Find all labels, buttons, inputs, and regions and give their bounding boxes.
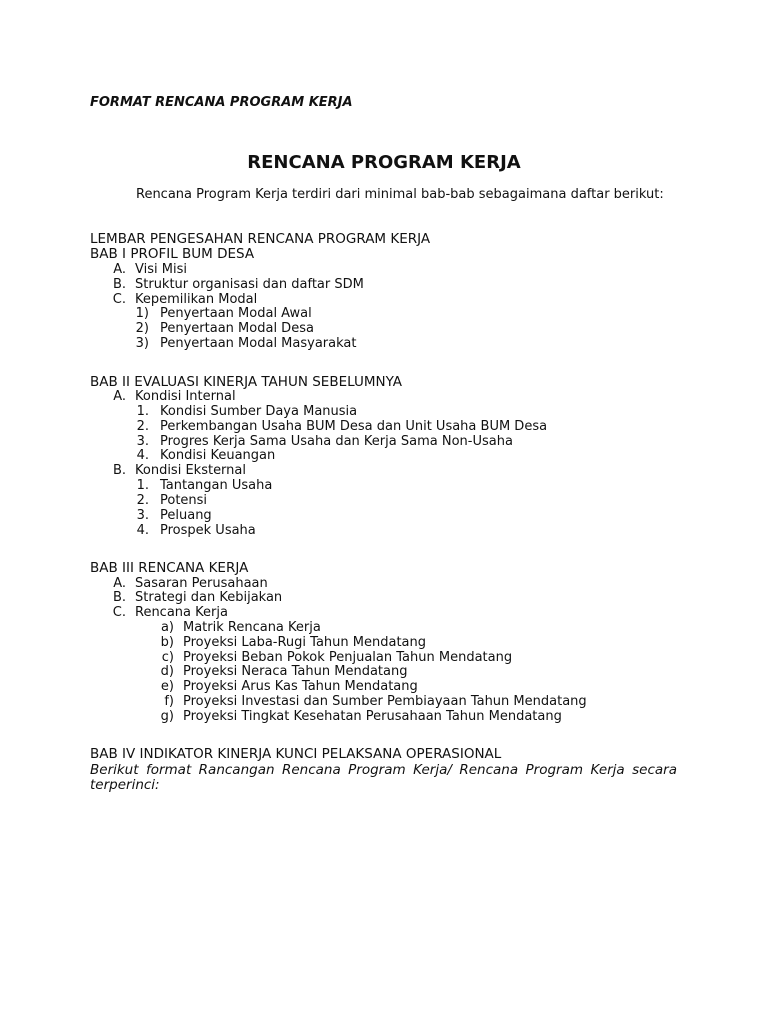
section-heading: BAB II EVALUASI KINERJA TAHUN SEBELUMNYA (90, 374, 403, 390)
outline-marker: C. (112, 292, 126, 307)
section-heading: BAB I PROFIL BUM DESA (90, 246, 255, 262)
outline-marker: d) (160, 664, 174, 679)
outline-item-text: Prospek Usaha (160, 523, 256, 538)
section-heading: LEMBAR PENGESAHAN RENCANA PROGRAM KERJA (90, 231, 431, 247)
section-heading: BAB III RENCANA KERJA (90, 560, 249, 576)
section-heading: BAB IV INDIKATOR KINERJA KUNCI PELAKSANA OPERASIONAL (90, 746, 502, 762)
outline-marker: 2. (136, 493, 149, 508)
outline-marker: b) (160, 635, 174, 650)
outline-item-text: Matrik Rencana Kerja (183, 620, 321, 635)
outline-item-text: Kepemilikan Modal (135, 292, 258, 307)
outline-marker: B. (112, 277, 126, 292)
outline-item-text: Strategi dan Kebijakan (135, 590, 283, 605)
outline-item-text: Proyeksi Laba-Rugi Tahun Mendatang (183, 635, 426, 650)
outline-marker: 2) (135, 321, 149, 336)
outline-marker: f) (164, 694, 174, 709)
outline-item-text: Sasaran Perusahaan (135, 576, 268, 591)
outline-item-text: Potensi (160, 493, 208, 508)
outline-item-text: Proyeksi Tingkat Kesehatan Perusahaan Tahun Mendatang (183, 709, 562, 724)
outline-marker: A. (113, 576, 126, 591)
outline-marker: 3. (136, 508, 149, 523)
outline-item-text: Tantangan Usaha (160, 478, 273, 493)
document-title: RENCANA PROGRAM KERJA (247, 152, 521, 173)
outline-marker: A. (113, 262, 126, 277)
outline-item-text: Kondisi Keuangan (160, 448, 276, 463)
outline-item-text: Proyeksi Investasi dan Sumber Pembiayaan Tahun Mendatang (183, 694, 587, 709)
outline-item-text: Penyertaan Modal Awal (160, 306, 312, 321)
intro-paragraph (90, 187, 677, 203)
outline-marker: 3) (135, 336, 149, 351)
outline-marker: a) (160, 620, 174, 635)
outline-marker: 1. (136, 404, 149, 419)
outline-item-text: Kondisi Eksternal (135, 463, 246, 478)
outline-item-text: Rencana Kerja (135, 605, 228, 620)
outline-marker: g) (160, 709, 174, 724)
outline-marker: 1. (136, 478, 149, 493)
outline-item-text: Proyeksi Neraca Tahun Mendatang (183, 664, 408, 679)
outline-marker: 4. (136, 448, 149, 463)
outline-marker: C. (112, 605, 126, 620)
outline-item-text: Peluang (160, 508, 212, 523)
outline-item-text: Proyeksi Arus Kas Tahun Mendatang (183, 679, 418, 694)
outline-item-text: Kondisi Sumber Daya Manusia (160, 404, 358, 419)
outline-marker: 2. (136, 419, 149, 434)
outline-item-text: Penyertaan Modal Masyarakat (160, 336, 357, 351)
closing-paragraph: Berikut format Rancangan Rencana Program Kerja/ Rencana Program Kerja secara terperinci: (90, 762, 677, 793)
outline-marker: 1) (135, 306, 149, 321)
outline-marker: 3. (136, 434, 149, 449)
intro-text: Rencana Program Kerja terdiri dari minimal bab-bab sebagaimana daftar berikut: (136, 187, 664, 202)
outline-marker: B. (112, 463, 126, 478)
outline-item-text: Perkembangan Usaha BUM Desa dan Unit Usaha BUM Desa (160, 419, 548, 434)
outline-item-text: Progres Kerja Sama Usaha dan Kerja Sama Non-Usaha (160, 434, 513, 449)
outline-marker: 4. (136, 523, 149, 538)
outline-item-text: Kondisi Internal (135, 389, 236, 404)
outline-item-text: Visi Misi (135, 262, 187, 277)
outline-item-text: Struktur organisasi dan daftar SDM (135, 277, 364, 292)
outline-item-text: Penyertaan Modal Desa (160, 321, 314, 336)
outline-item-text: Proyeksi Beban Pokok Penjualan Tahun Mendatang (183, 650, 513, 665)
format-label: FORMAT RENCANA PROGRAM KERJA (90, 95, 353, 110)
outline-marker: e) (160, 679, 174, 694)
outline-marker: c) (161, 650, 174, 665)
outline-marker: A. (113, 389, 126, 404)
outline-marker: B. (112, 590, 126, 605)
